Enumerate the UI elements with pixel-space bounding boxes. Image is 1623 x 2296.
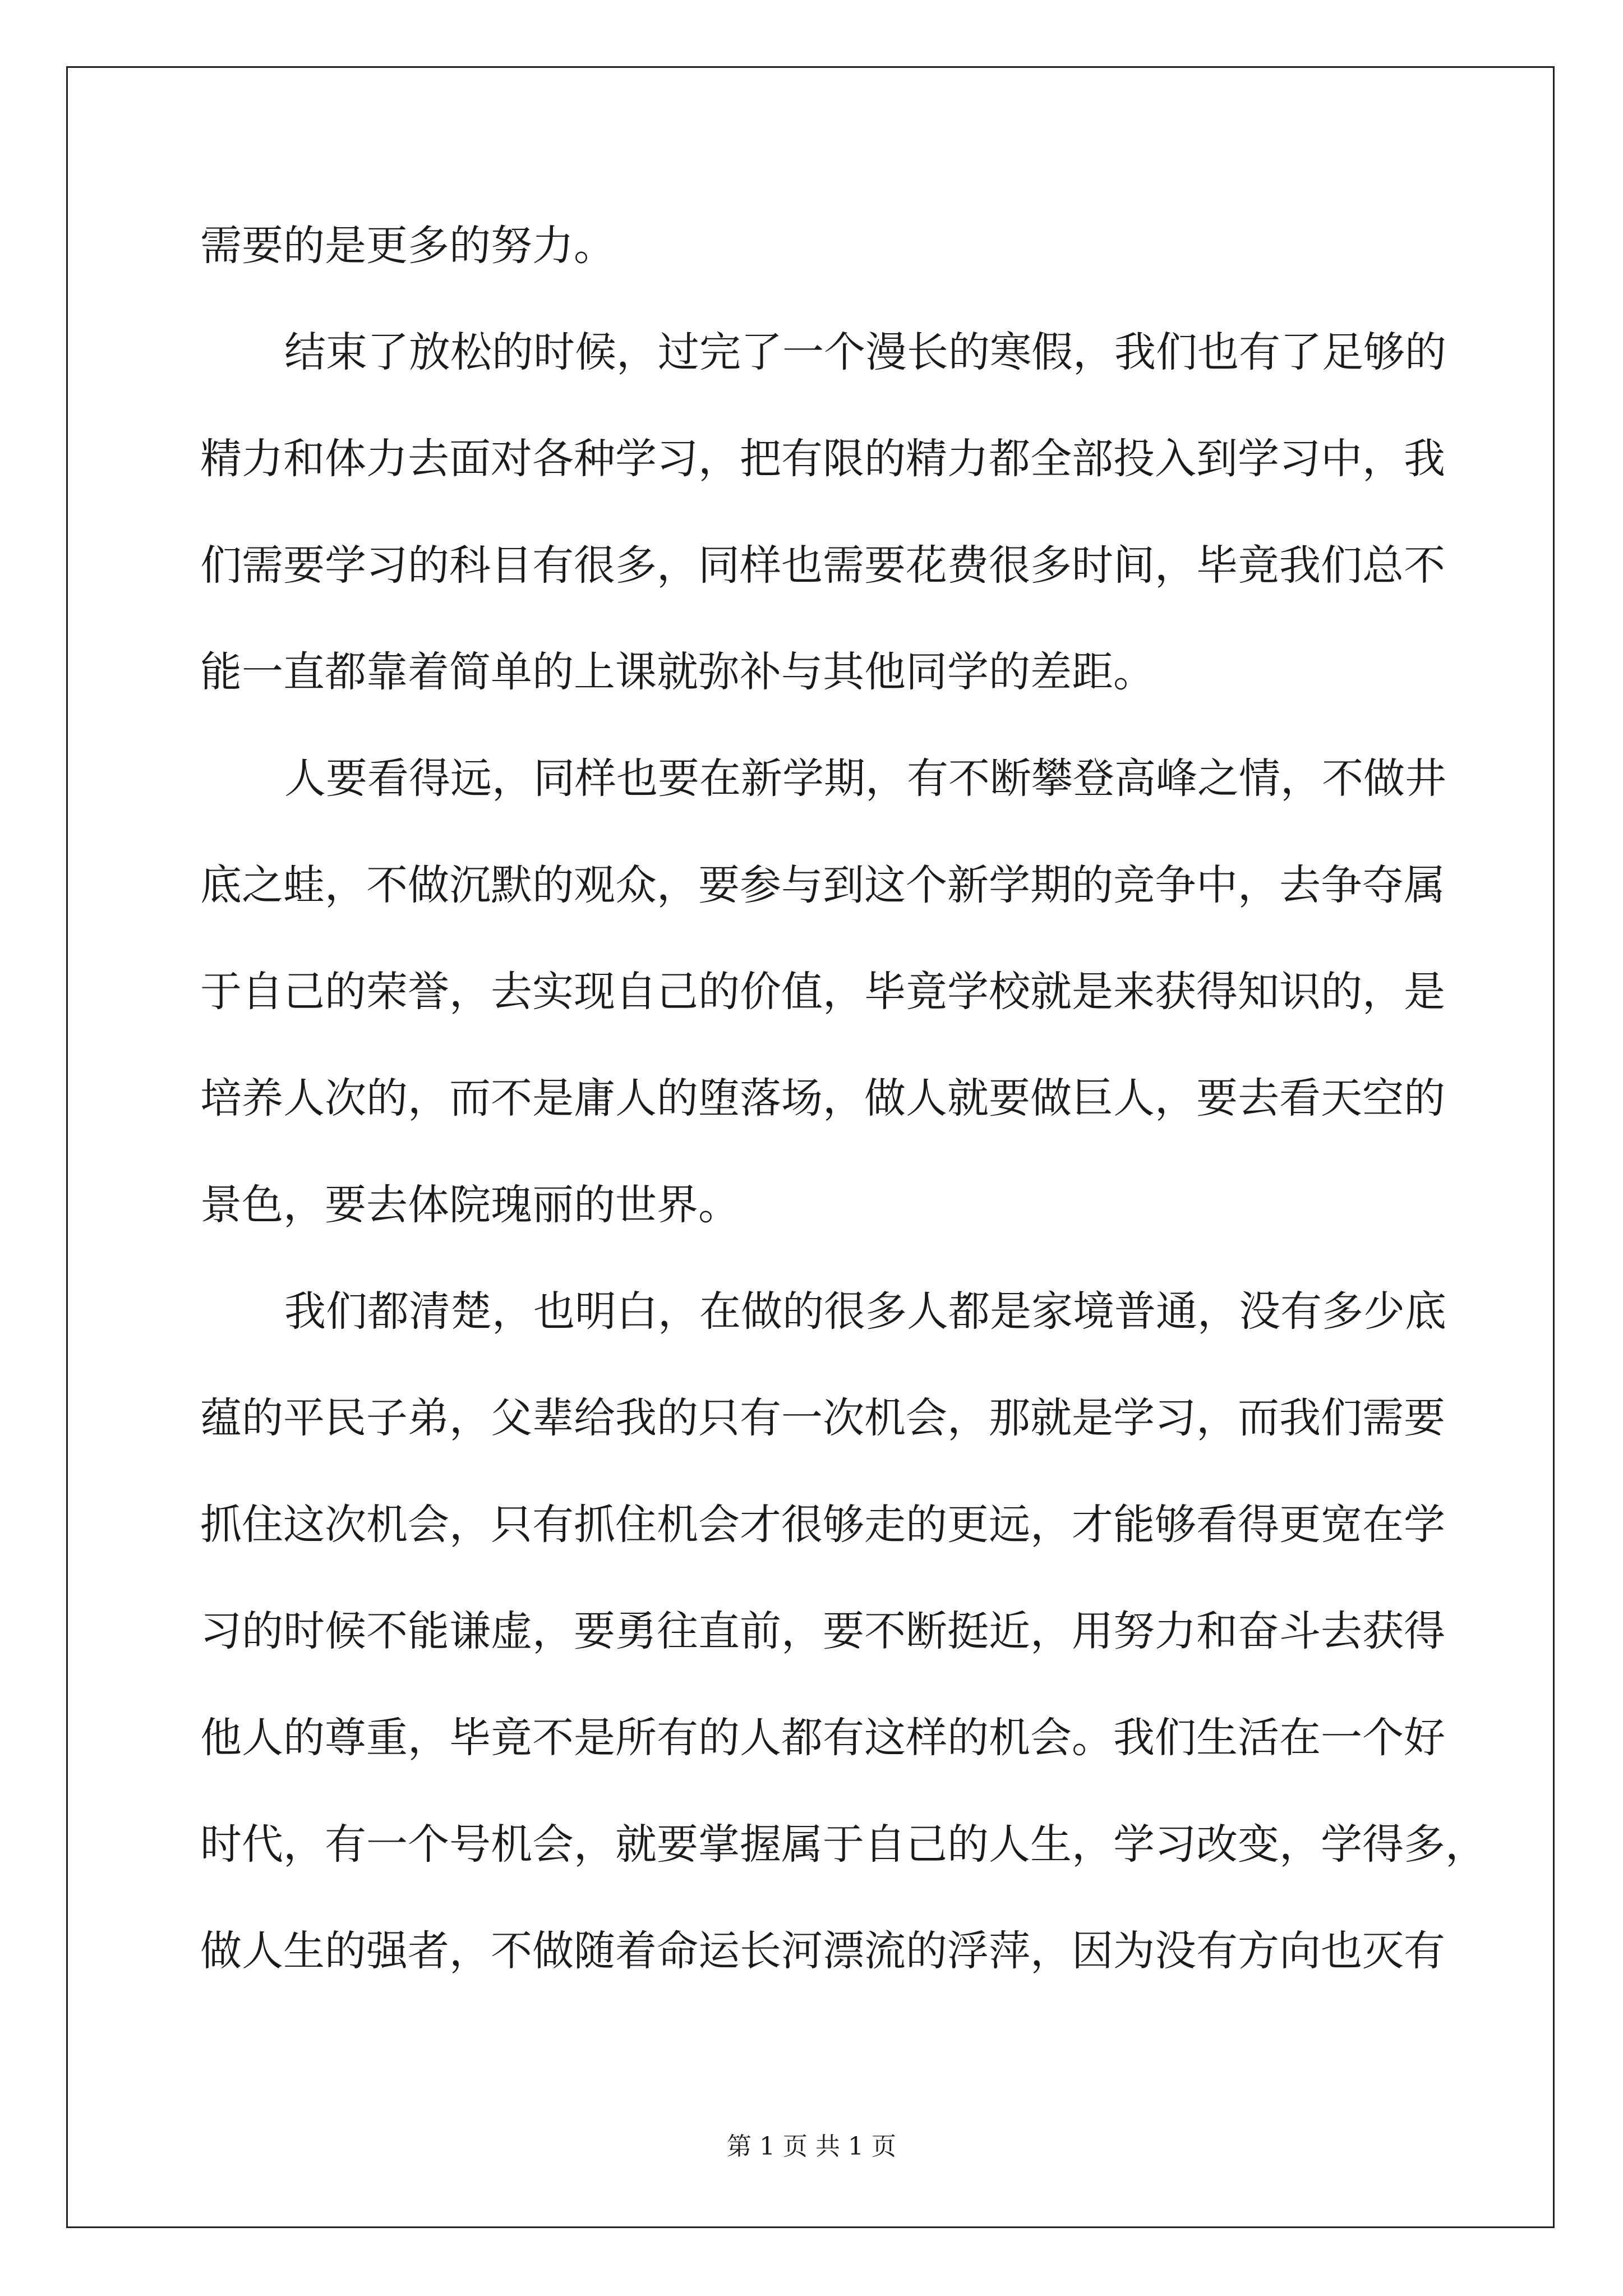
text-line: 我们都清楚，也明白，在做的很多人都是家境普通，没有多少底 bbox=[284, 1287, 1446, 1336]
text-line: 能一直都靠着简单的上课就弥补与其他同学的差距。 bbox=[200, 648, 1155, 696]
text-line: 培养人次的，而不是庸人的堕落场，做人就要做巨人，要去看天空的 bbox=[200, 1074, 1445, 1122]
text-line: 精力和体力去面对各种学习，把有限的精力都全部投入到学习中，我 bbox=[200, 435, 1445, 483]
text-line: 结束了放松的时候，过完了一个漫长的寒假，我们也有了足够的 bbox=[284, 328, 1446, 376]
text-line: 们需要学习的科目有很多，同样也需要花费很多时间，毕竟我们总不 bbox=[200, 541, 1445, 590]
text-line: 景色，要去体院瑰丽的世界。 bbox=[200, 1181, 740, 1229]
document-body bbox=[200, 206, 1487, 2018]
text-line: 抓住这次机会，只有抓住机会才很够走的更远，才能够看得更宽在学 bbox=[200, 1501, 1445, 1549]
text-line: 做人生的强者，不做随着命运长河漂流的浮萍，因为没有方向也灭有 bbox=[200, 1927, 1445, 1975]
text-line: 需要的是更多的努力。 bbox=[200, 222, 615, 270]
text-line: 他人的尊重，毕竟不是所有的人都有这样的机会。我们生活在一个好 bbox=[200, 1714, 1445, 1762]
text-line: 于自己的荣誉，去实现自己的价值，毕竟学校就是来获得知识的，是 bbox=[200, 968, 1445, 1016]
text-line: 底之蛙，不做沉默的观众，要参与到这个新学期的竞争中，去争夺属 bbox=[200, 861, 1445, 909]
text-line: 时代，有一个号机会，就要掌握属于自己的人生，学习改变，学得多， bbox=[200, 1820, 1487, 1869]
text-line: 人要看得远，同样也要在新学期，有不断攀登高峰之情，不做井 bbox=[284, 754, 1446, 803]
text-line: 习的时候不能谦虚，要勇往直前，要不断挺近，用努力和奋斗去获得 bbox=[200, 1607, 1445, 1655]
page-footer: 第 1 页 共 1 页 bbox=[727, 2132, 896, 2161]
text-line: 蕴的平民子弟，父辈给我的只有一次机会，那就是学习，而我们需要 bbox=[200, 1394, 1445, 1442]
